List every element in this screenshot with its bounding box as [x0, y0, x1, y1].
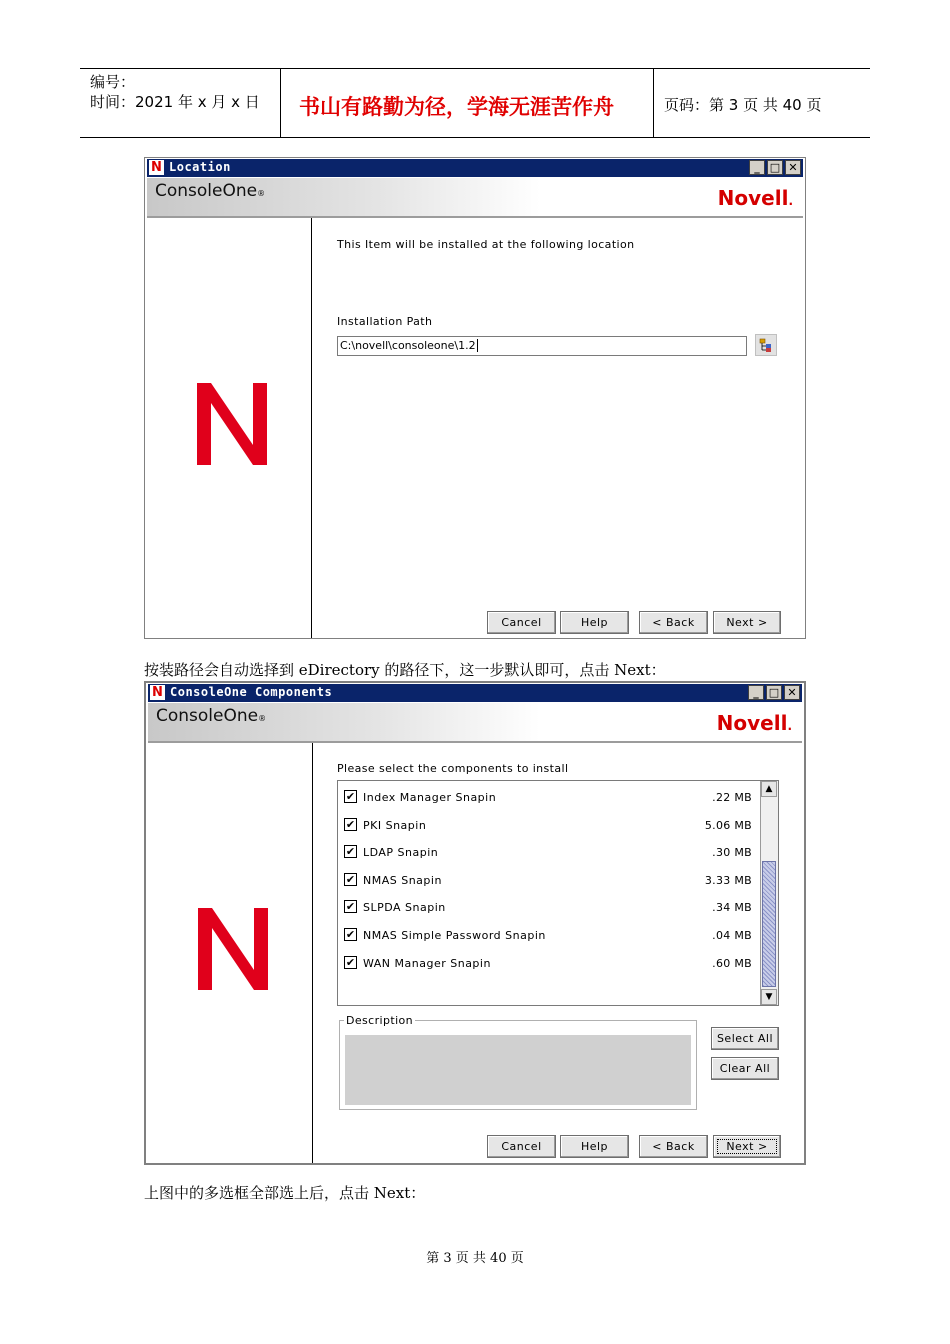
component-name: Index Manager Snapin	[363, 791, 497, 804]
product-banner	[147, 178, 803, 218]
novell-logo: Novell.	[717, 186, 793, 210]
checkbox-checked-icon[interactable]: ✔	[345, 790, 356, 803]
title-bar	[147, 159, 803, 177]
cancel-button[interactable]: Cancel	[487, 611, 556, 634]
checkbox-checked-icon[interactable]: ✔	[345, 872, 356, 886]
header-cell-page	[654, 69, 870, 137]
checkbox-checked-icon[interactable]: ✔	[345, 955, 356, 969]
back-button[interactable]: < Back	[639, 1135, 708, 1158]
cancel-button[interactable]: Cancel	[487, 1135, 556, 1158]
novell-n-logo-icon	[198, 908, 268, 990]
instruction-text: Please select the components to install	[337, 762, 569, 775]
scroll-up-icon[interactable]: ▲	[761, 781, 777, 797]
list-item[interactable]	[344, 899, 752, 915]
maximize-icon[interactable]: □	[766, 685, 782, 700]
minimize-icon[interactable]: _	[749, 160, 765, 175]
component-size: 3.33 MB	[704, 873, 752, 887]
product-banner	[148, 703, 802, 743]
caption-1: 按装路径会自动选择到 eDirectory 的路径下，这一步默认即可，点击 Next：	[144, 661, 666, 679]
product-name: ConsoleOne®	[155, 181, 266, 201]
component-name: SLPDA Snapin	[363, 901, 446, 915]
scrollbar[interactable]	[760, 781, 778, 1005]
description-group	[339, 1014, 697, 1110]
scroll-thumb[interactable]	[762, 861, 776, 987]
minimize-icon[interactable]: _	[748, 685, 764, 700]
novell-n-logo-icon	[197, 383, 267, 465]
header-cell-info	[80, 69, 281, 137]
close-icon[interactable]: ✕	[784, 685, 800, 700]
header-cell-motto	[281, 69, 654, 137]
component-size: .30 MB	[712, 846, 752, 860]
list-item[interactable]	[344, 844, 752, 860]
description-area	[345, 1035, 691, 1105]
number-label: 编号：	[90, 73, 136, 91]
page-footer: 第 3 页 共 40 页	[426, 1251, 524, 1266]
window-title: Location	[169, 160, 231, 174]
back-button[interactable]: < Back	[639, 611, 708, 634]
list-item[interactable]	[344, 789, 752, 805]
left-pane	[147, 218, 312, 638]
component-name: NMAS Snapin	[363, 873, 442, 887]
component-size: .60 MB	[712, 956, 752, 970]
checkbox-checked-icon[interactable]: ✔	[345, 845, 356, 859]
path-label: Installation Path	[337, 315, 433, 328]
component-size: .34 MB	[712, 901, 752, 915]
list-item[interactable]	[344, 817, 752, 833]
window-title: ConsoleOne Components	[170, 685, 333, 699]
left-pane	[148, 743, 313, 1163]
motto: 书山有路勤为径，学海无涯苦作舟	[299, 94, 614, 119]
list-item[interactable]	[344, 927, 752, 943]
maximize-icon[interactable]: □	[767, 160, 783, 175]
help-button[interactable]: Help	[560, 1135, 629, 1158]
select-all-button[interactable]: Select All	[711, 1027, 779, 1050]
checkbox-checked-icon[interactable]: ✔	[345, 928, 356, 941]
location-dialog	[144, 157, 806, 639]
novell-n-icon: N	[150, 685, 165, 700]
novell-n-icon: N	[149, 160, 164, 175]
next-button[interactable]: Next >	[713, 611, 781, 634]
component-name: WAN Manager Snapin	[363, 956, 491, 970]
instruction-text: This Item will be installed at the following location	[337, 238, 635, 251]
checkbox-checked-icon[interactable]: ✔	[345, 900, 356, 914]
page-info: 页码：第 3 页 共 40 页	[664, 96, 822, 114]
components-list[interactable]	[337, 780, 779, 1006]
list-item[interactable]	[344, 872, 752, 888]
browse-tree-icon	[756, 335, 776, 355]
browse-button[interactable]	[755, 334, 777, 356]
scroll-down-icon[interactable]: ▼	[761, 989, 777, 1005]
component-size: .04 MB	[712, 929, 752, 942]
checkbox-checked-icon[interactable]: ✔	[345, 817, 356, 831]
product-name: ConsoleOne®	[156, 706, 267, 726]
components-dialog	[144, 681, 806, 1165]
component-name: NMAS Simple Password Snapin	[363, 929, 546, 942]
clear-all-button[interactable]: Clear All	[711, 1057, 779, 1080]
caption-2: 上图中的多选框全部选上后，点击 Next：	[144, 1184, 426, 1202]
novell-logo: Novell.	[716, 711, 792, 735]
document-header	[80, 68, 870, 138]
help-button[interactable]: Help	[560, 611, 629, 634]
description-label: Description	[346, 1014, 414, 1027]
component-size: 5.06 MB	[704, 818, 752, 832]
component-size: .22 MB	[712, 791, 752, 804]
installation-path-input[interactable]: C:\novell\consoleone\1.2	[337, 336, 747, 356]
component-name: LDAP Snapin	[363, 846, 439, 860]
component-name: PKI Snapin	[363, 818, 427, 832]
close-icon[interactable]: ✕	[785, 160, 801, 175]
next-button[interactable]: Next >	[713, 1135, 781, 1158]
time-label: 时间：2021 年 x 月 x 日	[90, 93, 260, 111]
list-item[interactable]	[344, 955, 752, 971]
title-bar	[148, 684, 802, 702]
